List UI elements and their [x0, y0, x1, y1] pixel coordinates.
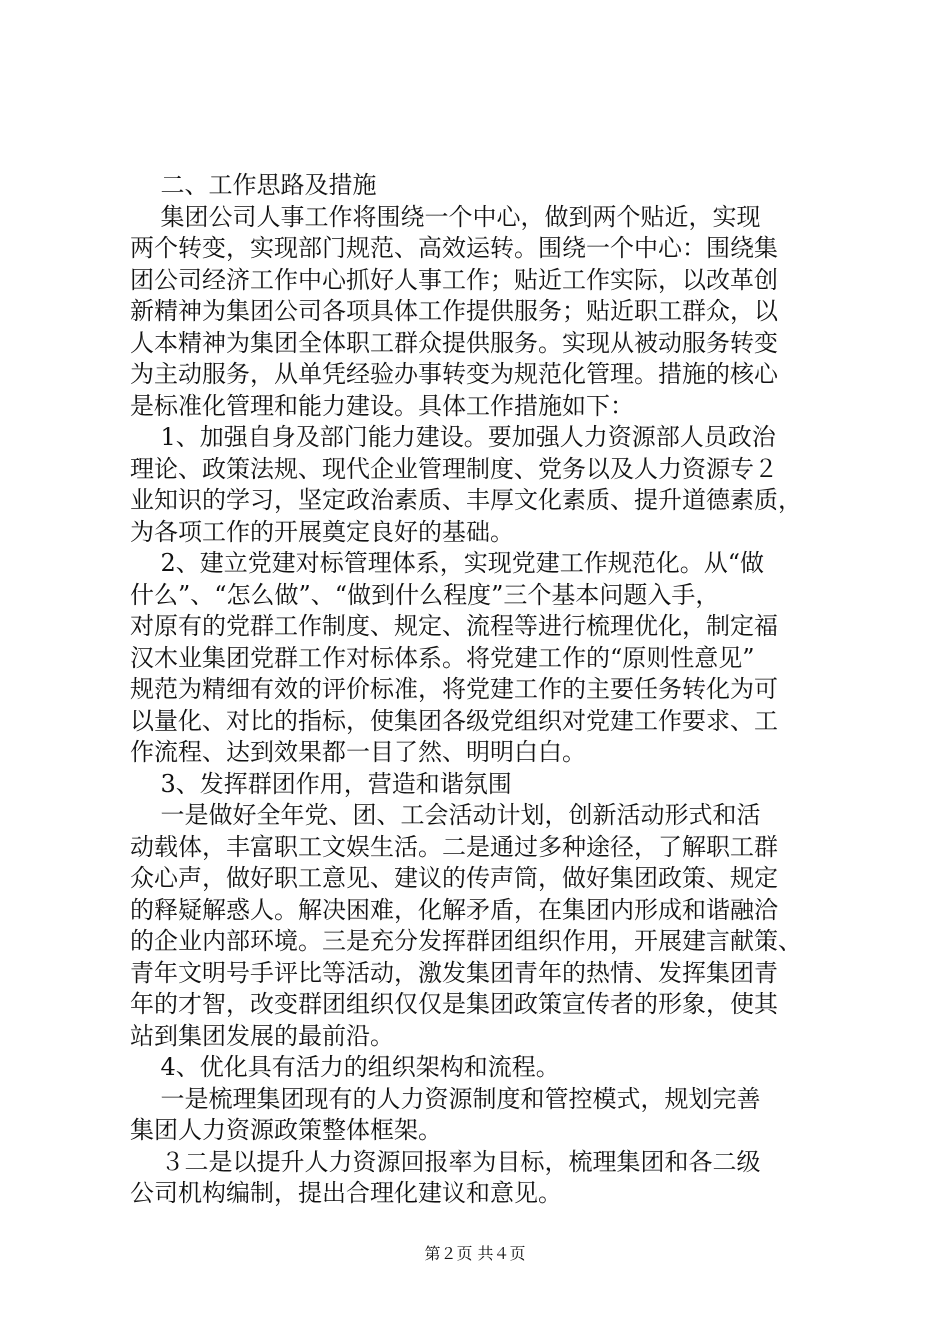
- paragraph-line: 众心声，做好职工意见、建议的传声筒，做好集团政策、规定: [130, 864, 778, 892]
- paragraph-line: 理论、政策法规、现代企业管理制度、党务以及人力资源专２: [130, 454, 778, 483]
- paragraph-line: 一是梳理集团现有的人力资源制度和管控模式，规划完善: [130, 1084, 761, 1113]
- paragraph-line: 对原有的党群工作制度、规定、流程等进行梳理优化，制定福: [130, 612, 778, 640]
- paragraph-line: 为各项工作的开展奠定良好的基础。: [130, 517, 514, 546]
- paragraph-line: 年的才智，改变群团组织仅仅是集团政策宣传者的形象，使其: [130, 990, 778, 1018]
- paragraph-line: 什么”、“怎么做”、“做到什么程度”三个基本问题入手，: [130, 580, 720, 609]
- paragraph-line: 人本精神为集团全体职工群众提供服务。实现从被动服务转变: [130, 328, 778, 357]
- paragraph-line: 两个转变，实现部门规范、高效运转。围绕一个中心：围绕集: [130, 234, 778, 262]
- heading-work-ideas: 二、工作思路及措施: [130, 171, 377, 199]
- paragraph-line: 以量化、对比的指标，使集团各级党组织对党建工作要求、工: [130, 706, 778, 735]
- paragraph-line: 汉木业集团党群工作对标体系。将党建工作的“原则性意见”: [130, 643, 755, 672]
- paragraph-line: 青年文明号手评比等活动，激发集团青年的热情、发挥集团青: [130, 958, 778, 987]
- item-2-line: 2、建立党建对标管理体系，实现党建工作规范化。从“做: [130, 549, 765, 577]
- paragraph-line: 的释疑解惑人。解决困难，化解矛盾，在集团内形成和谐融洽: [130, 895, 778, 924]
- item-1-line: 1、加强自身及部门能力建设。要加强人力资源部人员政治: [130, 423, 776, 451]
- page-number-footer: 第２页 共４页: [424, 1244, 526, 1263]
- paragraph-line: 业知识的学习，坚定政治素质、丰厚文化素质、提升道德素质，: [130, 486, 802, 514]
- paragraph-line: 公司机构编制，提出合理化建议和意见。: [130, 1179, 562, 1207]
- paragraph-line: ３二是以提升人力资源回报率为目标，梳理集团和各二级: [130, 1147, 761, 1176]
- paragraph-line: 站到集团发展的最前沿。: [130, 1021, 394, 1050]
- paragraph-line: 动载体，丰富职工文娱生活。二是通过多种途径，了解职工群: [130, 832, 778, 861]
- paragraph-line: 规范为精细有效的评价标准，将党建工作的主要任务转化为可: [130, 675, 778, 703]
- item-3-heading: 3、发挥群团作用，营造和谐氛围: [130, 769, 512, 798]
- document-body: [130, 170, 830, 1210]
- paragraph-line: 集团人力资源政策整体框架。: [130, 1116, 442, 1144]
- paragraph-line: 团公司经济工作中心抓好人事工作；贴近工作实际，以改革创: [130, 265, 778, 294]
- paragraph-line: 一是做好全年党、团、工会活动计划，创新活动形式和活: [130, 801, 761, 829]
- item-4-heading: 4、优化具有活力的组织架构和流程。: [130, 1053, 560, 1081]
- paragraph-line: 新精神为集团公司各项具体工作提供服务；贴近职工群众，以: [130, 297, 778, 325]
- paragraph-line: 为主动服务，从单凭经验办事转变为规范化管理。措施的核心: [130, 360, 778, 388]
- paragraph-line: 的企业内部环境。三是充分发挥群团组织作用，开展建言献策、: [130, 927, 802, 955]
- paragraph-line: 是标准化管理和能力建设。具体工作措施如下：: [130, 391, 634, 420]
- paragraph-line: 集团公司人事工作将围绕一个中心，做到两个贴近，实现: [130, 202, 761, 231]
- paragraph-line: 作流程、达到效果都一目了然、明明白白。: [130, 738, 586, 766]
